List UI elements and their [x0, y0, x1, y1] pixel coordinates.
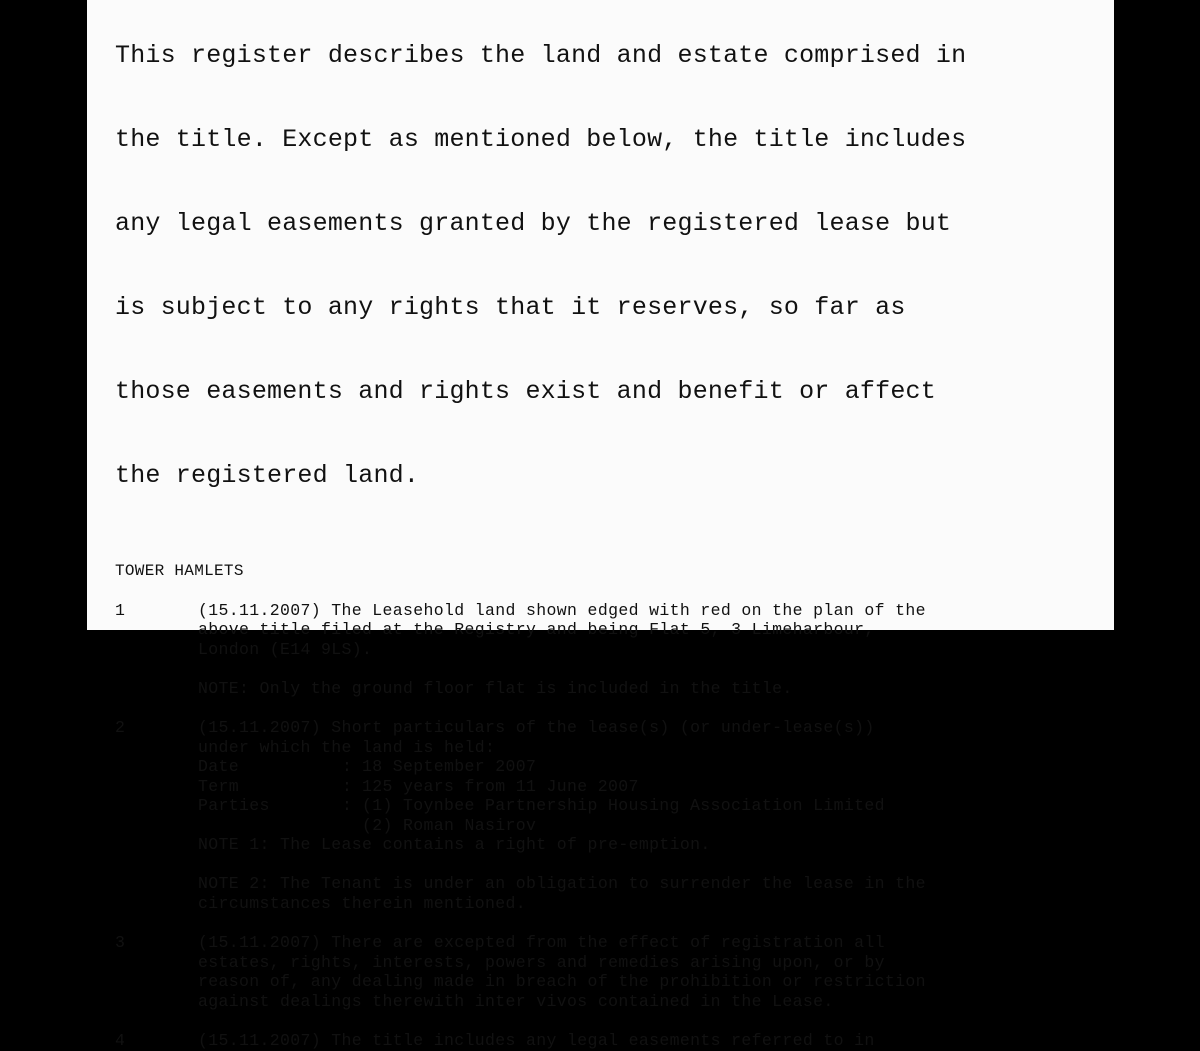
intro-line: the title. Except as mentioned below, the title includes [115, 125, 967, 154]
district-heading: TOWER HAMLETS [115, 562, 244, 580]
register-entry-3 [115, 933, 966, 1011]
particular-separator: : [342, 757, 353, 776]
particular-label: Date [198, 757, 240, 776]
entry-number: 1 [115, 600, 126, 620]
entry-note-1: NOTE 1: The Lease contains a right of pre-emption. [198, 835, 711, 854]
particular-value: 125 years from 11 June 2007 [362, 776, 639, 796]
particular-value: (1) Toynbee Partnership Housing Association Limited (2) Roman Nasirov [362, 796, 885, 835]
particular-separator: : [342, 796, 353, 815]
particular-label: Parties [198, 796, 270, 815]
entry-number: 4 [115, 1031, 126, 1050]
property-register-document [115, 0, 966, 1051]
intro-line: those easements and rights exist and benefit or affect [115, 377, 936, 406]
entry-note-2: NOTE 2: The Tenant is under an obligation to surrender the lease in the circumstances therein mentioned. [198, 874, 926, 913]
intro-line: is subject to any rights that it reserves, so far as [115, 293, 906, 322]
register-intro [115, 0, 966, 546]
entry-text: (15.11.2007) The title includes any legal easements referred to in [198, 1031, 875, 1050]
entry-number: 2 [115, 718, 126, 737]
lease-particular-parties [198, 796, 966, 835]
register-entry-1 [115, 601, 966, 699]
intro-line: any legal easements granted by the registered lease but [115, 209, 952, 238]
entry-note: NOTE: Only the ground floor flat is included in the title. [198, 678, 793, 698]
particular-value: 18 September 2007 [362, 757, 537, 776]
register-entries [115, 601, 966, 1051]
register-entry-2 [115, 718, 966, 913]
entry-body [198, 933, 966, 1011]
lease-particular-term [198, 777, 966, 797]
register-page [87, 0, 1114, 1050]
intro-line: the registered land. [115, 461, 420, 490]
entry-number: 3 [115, 933, 126, 952]
lease-particular-date [198, 757, 966, 777]
particular-separator: : [342, 776, 353, 796]
entry-body [198, 718, 966, 913]
register-entry-4 [115, 1031, 966, 1051]
particular-label: Term [198, 776, 240, 796]
entry-text: (15.11.2007) There are excepted from the effect of registration all estates, rights, interests, powers and remedies arising upon, or by reason of, any dealing made in breach of the prohibition or restriction against dealings therewith inter vivos contained in the Lease. [198, 933, 926, 1011]
entry-body [198, 1031, 966, 1051]
intro-line: This register describes the land and estate comprised in [115, 41, 967, 70]
entry-body [198, 601, 966, 699]
entry-text: (15.11.2007) Short particulars of the lease(s) (or under-lease(s)) under which the land is held: [198, 718, 875, 757]
entry-text: (15.11.2007) The Leasehold land shown edged with red on the plan of the above title filed at the Registry and being Flat 5, 3 Limeharbour, London (E14 9LS). [198, 600, 926, 659]
